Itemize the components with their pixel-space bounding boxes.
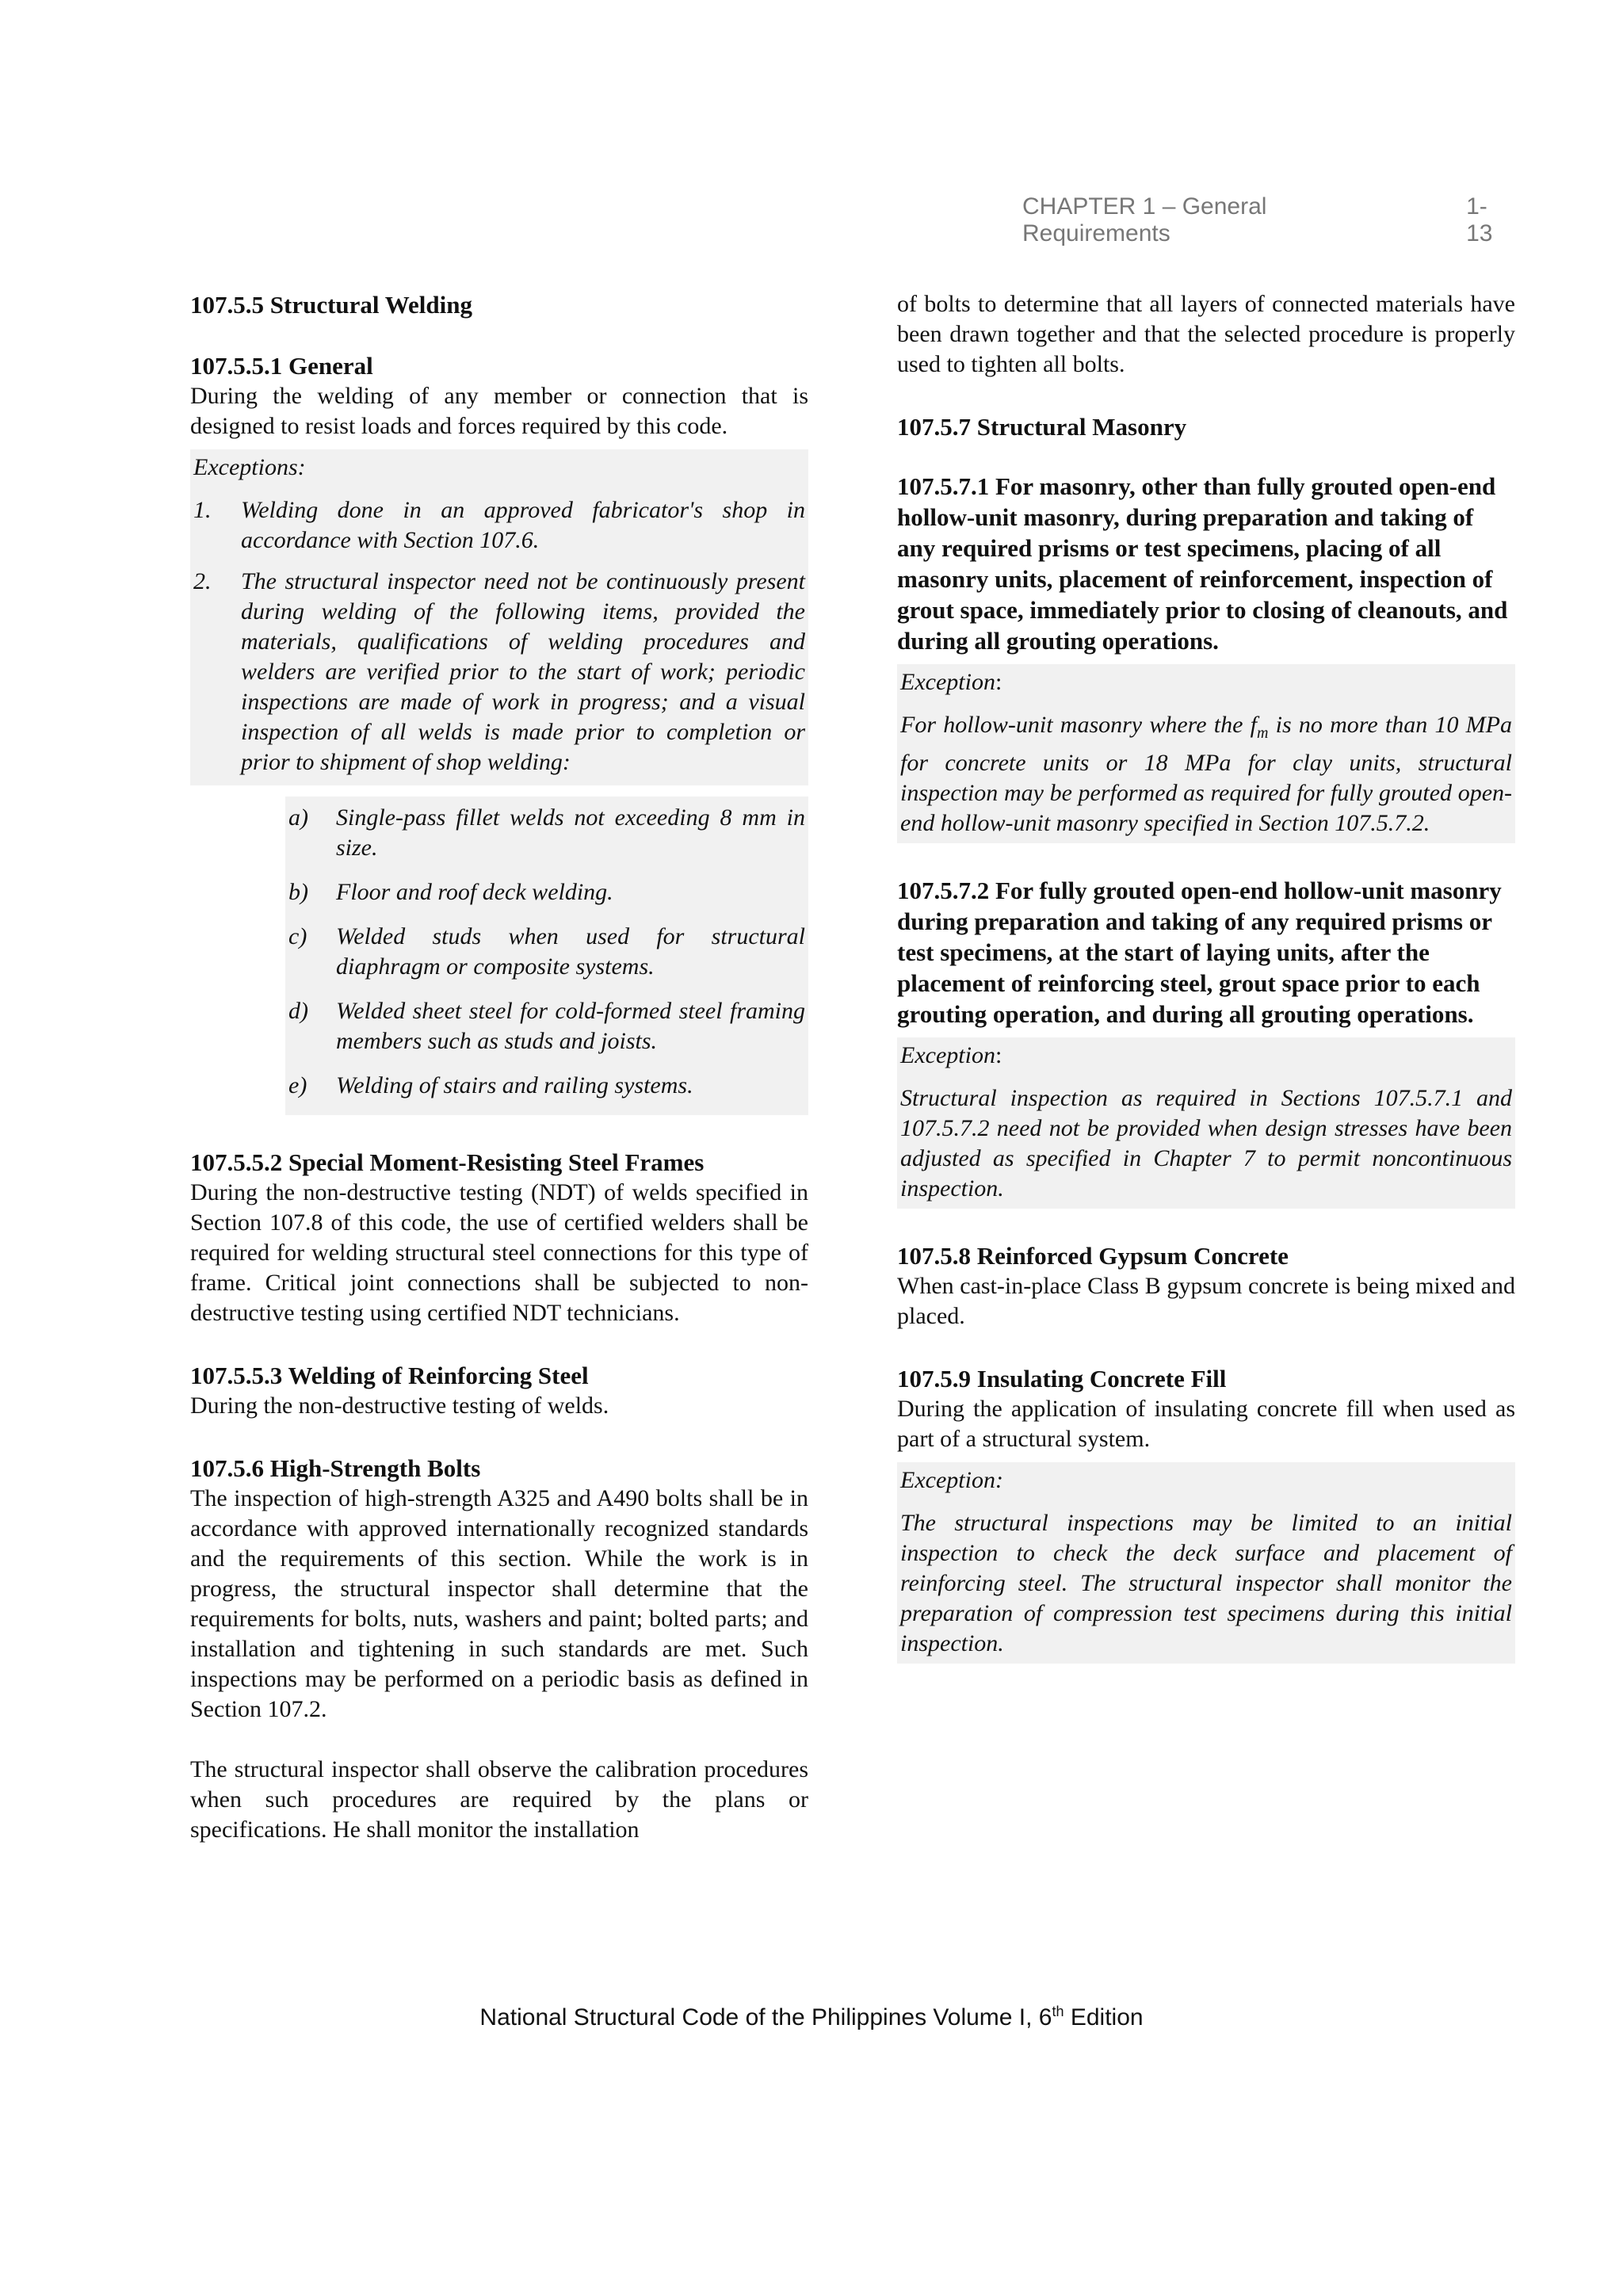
page-number: 1-13	[1466, 193, 1493, 246]
exception-text: For hollow-unit masonry where the $f_m$ is no more than 10 MPa for concrete units or 18 MPa for clay units, structural inspection may be performed as required for fully grouted open-end hollow-unit masonry specified in Section 107.5.7.2.	[900, 712, 1513, 836]
section-heading: 107.5.7.1 For masonry, other than fully grouted open-end hollow-unit masonry, during preparation and taking of any required prisms or test specimens, placing of all masonry units, placement of reinforcement, inspection of grout space, immediately prior to closing of cleanouts, and during all grouting operations.	[897, 472, 1508, 655]
section-heading: 107.5.8 Reinforced Gypsum Concrete	[897, 1242, 1289, 1270]
exception-label: Exception:	[900, 669, 1002, 695]
list-item	[288, 919, 805, 993]
right-column	[897, 289, 1515, 1664]
section-heading: 107.5.5 Structural Welding	[190, 291, 472, 319]
list-item	[288, 993, 805, 1068]
section-heading: 107.5.6 High-Strength Bolts	[190, 1454, 481, 1482]
exception-text: Structural inspection as required in Sections 107.5.7.1 and 107.5.7.2 need not be provided when design stresses have been adjusted as specified in Chapter 7 to permit noncontinuous inspection.	[900, 1085, 1512, 1201]
list-text: Single-pass fillet welds not exceeding 8 mm in size.	[336, 804, 805, 861]
list-item	[288, 874, 805, 919]
page-header	[1022, 193, 1514, 247]
paragraph: When cast-in-place Class B gypsum concrete is being mixed and placed.	[897, 1273, 1515, 1329]
exception-box	[897, 1462, 1515, 1664]
list-letter: e)	[288, 1072, 307, 1098]
list-item	[190, 563, 808, 785]
list-letter: b)	[288, 879, 308, 905]
exceptions-box	[190, 449, 808, 785]
list-text: Welded sheet steel for cold-formed steel framing members such as studs and joists.	[336, 998, 805, 1054]
list-item	[288, 800, 805, 874]
list-letter: c)	[288, 923, 307, 949]
paragraph: During the application of insulating concrete fill when used as part of a structural system.	[897, 1396, 1515, 1452]
list-text: Floor and roof deck welding.	[336, 879, 613, 905]
section-heading: 107.5.7.2 For fully grouted open-end hollow-unit masonry during preparation and taking of any required prisms or test specimens, at the start of laying units, after the placement of reinforcing steel, grout space prior to each grouting operation, and during all grouting operations.	[897, 877, 1502, 1028]
paragraph: The inspection of high-strength A325 and A490 bolts shall be in accordance with approved internationally recognized standards and the requirements of this section. While the work is in progress, the structural inspector shall determine that the requirements for bolts, nuts, washers and paint; bolted parts; and installation and tightening in such standards are met. Such inspections may be performed on a periodic basis as defined in Section 107.2.	[190, 1485, 808, 1722]
exception-label: Exception:	[900, 1467, 1003, 1493]
list-number: 2.	[193, 568, 212, 594]
left-column	[190, 289, 808, 1845]
paragraph: During the non-destructive testing (NDT) of welds specified in Section 107.8 of this code, the use of certified welders shall be required for welding structural steel connections for this type of frame. Critical joint connections shall be subjected to non-destructive testing using certified NDT technicians.	[190, 1179, 808, 1326]
exception-label: Exceptions:	[193, 454, 306, 480]
list-text: Welded studs when used for structural diaphragm or composite systems.	[336, 923, 805, 980]
section-heading: 107.5.5.1 General	[190, 352, 373, 380]
list-text: Welding done in an approved fabricator's shop in accordance with Section 107.6.	[241, 497, 805, 553]
chapter-title: CHAPTER 1 – General Requirements	[1022, 193, 1267, 246]
exception-box	[897, 1037, 1515, 1209]
list-number: 1.	[193, 497, 212, 523]
list-item	[190, 492, 808, 563]
list-text: Welding of stairs and railing systems.	[336, 1072, 693, 1098]
list-text: The structural inspector need not be continuously present during welding of the following items, provided the materials, qualifications of welding procedures and welders are verified prior to the start of work; periodic inspections are made of work in progress; and a visual inspection of all welds is made prior to completion or prior to shipment of shop welding:	[241, 568, 805, 775]
section-heading: 107.5.5.2 Special Moment-Resisting Steel Frames	[190, 1148, 705, 1176]
paragraph: During the welding of any member or connection that is designed to resist loads and forces required by this code.	[190, 383, 808, 439]
section-heading: 107.5.7 Structural Masonry	[897, 413, 1187, 441]
exception-label: Exception:	[900, 1042, 1002, 1068]
sub-exceptions-box	[285, 797, 808, 1115]
paragraph: of bolts to determine that all layers of connected materials have been drawn together and that the selected procedure is properly used to tighten all bolts.	[897, 291, 1515, 377]
list-letter: d)	[288, 998, 308, 1024]
list-letter: a)	[288, 804, 308, 831]
section-heading: 107.5.9 Insulating Concrete Fill	[897, 1365, 1227, 1392]
paragraph: The structural inspector shall observe the calibration procedures when such procedures are required by the plans or specifications. He shall monitor the installation	[190, 1756, 808, 1843]
paragraph: During the non-destructive testing of welds.	[190, 1392, 609, 1419]
page-footer: National Structural Code of the Philippines Volume I, 6th Edition	[479, 2004, 1144, 2030]
list-item	[288, 1068, 805, 1112]
section-heading: 107.5.5.3 Welding of Reinforcing Steel	[190, 1362, 589, 1389]
exception-box	[897, 664, 1515, 843]
exception-text: The structural inspections may be limited to an initial inspection to check the deck surface and placement of reinforcing steel. The structural inspector shall monitor the preparation of compression test specimens during this initial inspection.	[900, 1510, 1512, 1656]
